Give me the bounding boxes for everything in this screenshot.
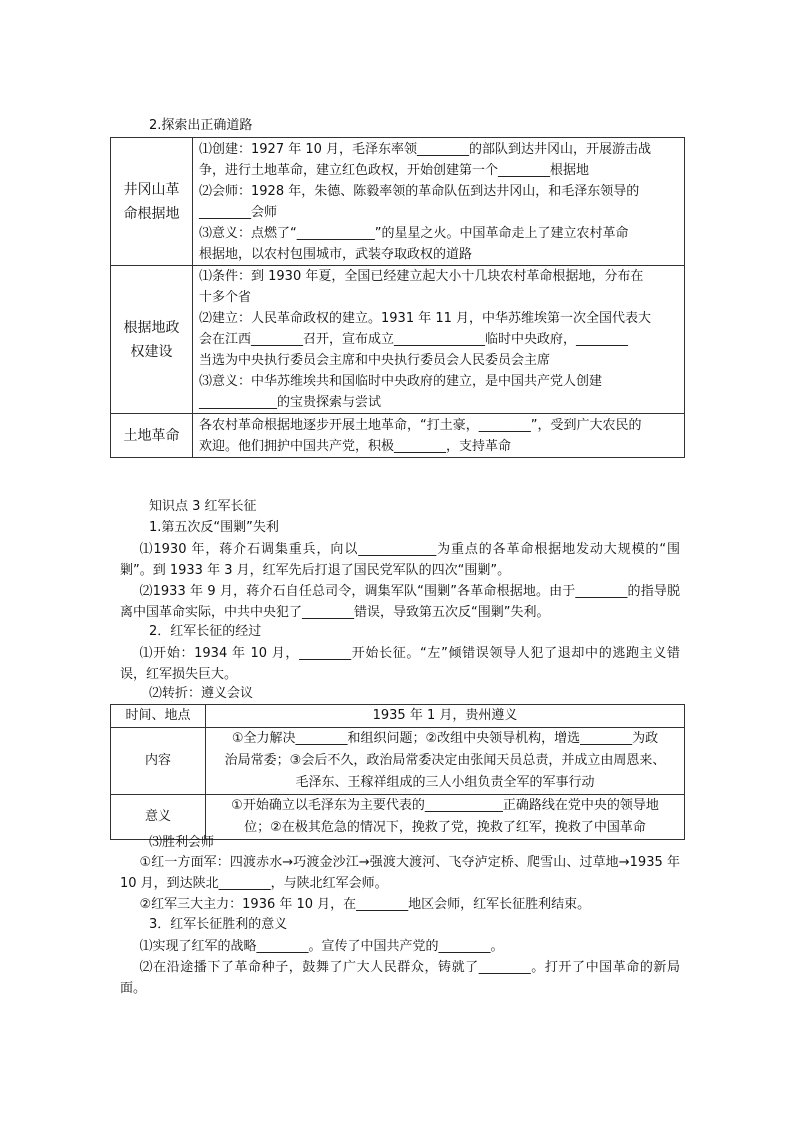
subsection-title: 2．红军长征的经过 bbox=[149, 624, 262, 639]
paragraph: ①红一方面军：四渡赤水→巧渡金沙江→强渡大渡河、飞夺泸定桥、爬雪山、过草地→1935 年 10 月，到达陕北________，与陕北红军会师。 bbox=[120, 855, 680, 891]
paragraph: ⑵1933 年 9 月，蒋介石自任总司令，调集军队“围剿”各革命根据地。由于________的指导脱离中国革命实际，中共中央犯了________错误，导致第五次反“围剿”失利。 bbox=[120, 584, 680, 620]
table-row bbox=[111, 705, 685, 728]
content-line: 争，进行土地革命，建立红色政权，开始创建第一个________根据地 bbox=[199, 162, 590, 178]
section-title: 2.探索出正确道路 bbox=[149, 118, 253, 133]
row-label: 内容 bbox=[111, 728, 206, 795]
content-line: 毛泽东、王稼祥组成的三人小组负责全军的军事行动 bbox=[295, 775, 595, 790]
content-line: 根据地，以农村包围城市，武装夺取政权的道路 bbox=[199, 246, 473, 262]
paragraph-title: ⑶胜利会师 bbox=[149, 835, 215, 850]
content-line: ____________的宝贵探索与尝试 bbox=[199, 395, 382, 410]
content-line: 治局常委；③会后不久，政治局常委决定由张闻天员总责，并成立由周恩来、 bbox=[224, 753, 666, 768]
content-line: ⑴条件：到 1930 年夏，全国已经建立起大小十几块农村革命根据地，分布在 bbox=[199, 269, 644, 284]
content-line: ________会师 bbox=[199, 204, 278, 220]
table-row bbox=[111, 138, 685, 266]
road-exploration-table bbox=[110, 137, 685, 458]
content-line: 会在江西________召开，宣布成立______________临时中央政府，________ bbox=[199, 332, 629, 347]
content-line: 当选为中央执行委员会主席和中央执行委员会人民委员会主席 bbox=[199, 353, 551, 368]
content-line: 欢迎。他们拥护中国共产党，积极________，支持革命 bbox=[199, 438, 512, 454]
content-line: 位；②在极其危急的情况下，挽救了党，挽救了红军，挽救了中国革命 bbox=[244, 820, 646, 835]
row-label-line: 权建设 bbox=[130, 343, 173, 360]
row-label-line: 土地革命 bbox=[123, 427, 180, 444]
paragraph: ⑴开始：1934 年 10 月，________开始长征。“左”倾错误领导人犯了退却中的逃跑主义错误，红军损失巨大。 bbox=[120, 646, 680, 682]
knowledge-point-title: 知识点 3 红军长征 bbox=[149, 499, 257, 514]
table-row bbox=[111, 266, 685, 414]
content-line: 十多个省 bbox=[199, 290, 252, 305]
row-label bbox=[111, 414, 193, 458]
content-line: ⑶意义：点燃了“____________”的星星之火。中国革命走上了建立农村革命 bbox=[199, 225, 629, 241]
table-row bbox=[111, 414, 685, 458]
row-label-line: 井冈山革 bbox=[123, 181, 180, 198]
content-line: ①全力解决________和组织问题；②改组中央领导机构，增选________为政 bbox=[231, 731, 659, 746]
content-line: ⑵会师：1928 年，朱德、陈毅率领的革命队伍到达井冈山，和毛泽东领导的 bbox=[199, 183, 640, 199]
row-content bbox=[206, 795, 685, 840]
paragraph: ⑴1930 年，蒋介石调集重兵，向以____________为重点的各革命根据地发动大规模的“围剿”。到 1933 年 3 月，红军先后打退了国民党军队的四次“围剿”。 bbox=[120, 542, 680, 578]
row-label: 时间、地点 bbox=[111, 705, 206, 728]
subsection-title: 1.第五次反“围剿”失利 bbox=[149, 520, 279, 535]
zunyi-meeting-table bbox=[110, 704, 685, 840]
content-line: 各农村革命根据地逐步开展土地革命，“打土豪，________”，受到广大农民的 bbox=[199, 417, 642, 433]
row-label bbox=[111, 138, 193, 266]
row-content bbox=[193, 138, 685, 266]
paragraph: ②红军三大主力：1936 年 10 月，在________地区会师，红军长征胜利结束。 bbox=[139, 897, 591, 912]
row-label bbox=[111, 266, 193, 414]
content-line: ⑴创建：1927 年 10 月，毛泽东率领________的部队到达井冈山，开展游击战 bbox=[199, 141, 652, 157]
row-content bbox=[193, 266, 685, 414]
paragraph: ⑵在沿途播下了革命种子，鼓舞了广大人民群众，铸就了________。打开了中国革命的新局面。 bbox=[120, 960, 680, 996]
content-line: ⑶意义：中华苏维埃共和国临时中央政府的建立，是中国共产党人创建 bbox=[199, 374, 603, 389]
row-content bbox=[206, 728, 685, 795]
content-line: ⑵建立：人民革命政权的建立。1931 年 11 月，中华苏维埃第一次全国代表大 bbox=[199, 311, 652, 326]
row-label-line: 根据地政 bbox=[123, 319, 180, 336]
row-label: 意义 bbox=[111, 795, 206, 840]
subsection-title: 3．红军长征胜利的意义 bbox=[149, 917, 288, 932]
paragraph-title: ⑵转折：遵义会议 bbox=[149, 686, 254, 701]
paragraph: ⑴实现了红军的战略________。宣传了中国共产党的________。 bbox=[139, 939, 504, 954]
table-row bbox=[111, 728, 685, 795]
content-line: ①开始确立以毛泽东为主要代表的____________正确路线在党中央的领导地 bbox=[231, 798, 659, 813]
row-content: 1935 年 1 月，贵州遵义 bbox=[206, 705, 685, 728]
row-content bbox=[193, 414, 685, 458]
row-label-line: 命根据地 bbox=[123, 205, 180, 222]
